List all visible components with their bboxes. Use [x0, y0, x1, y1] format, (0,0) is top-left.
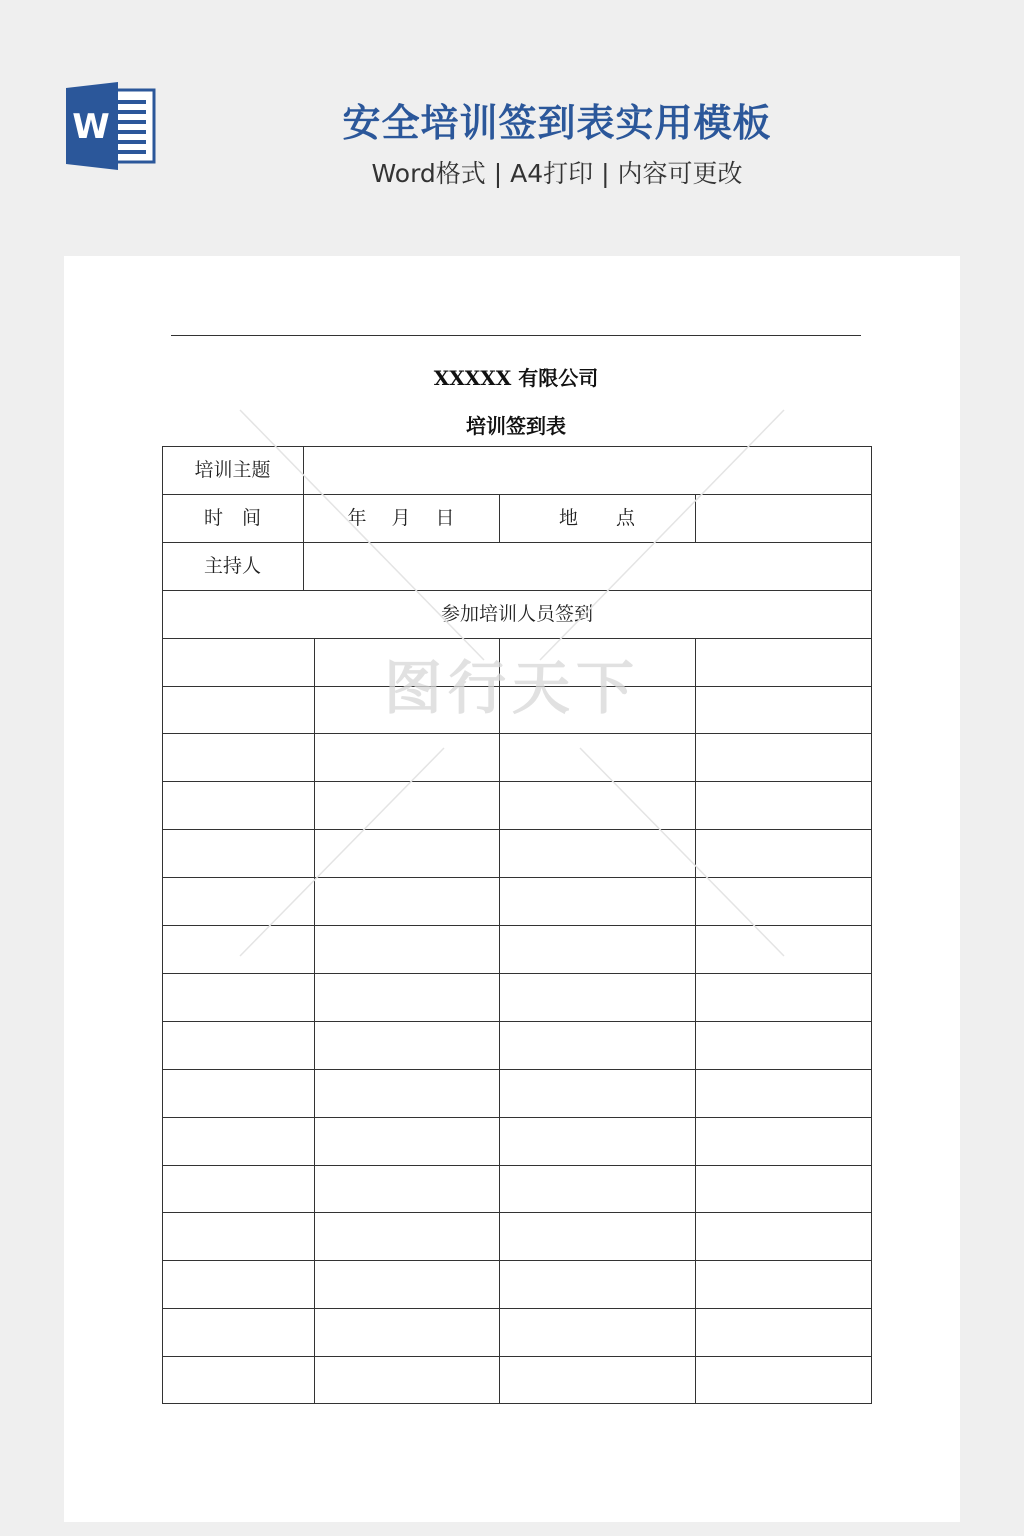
- header-rule: [171, 335, 861, 336]
- topic-label: 培训主题: [194, 459, 271, 481]
- word-logo-letter: W: [72, 107, 110, 147]
- location-label: 地 点: [558, 507, 635, 529]
- page-title: 安全培训签到表实用模板: [342, 101, 772, 145]
- document-page: [64, 256, 960, 1522]
- signin-header: 参加培训人员签到: [440, 603, 593, 625]
- host-value-cell[interactable]: [303, 542, 872, 590]
- location-value-cell[interactable]: [695, 494, 872, 542]
- time-label: 时 间: [203, 507, 261, 529]
- page-subtitle: Word格式 | A4打印 | 内容可更改: [371, 159, 743, 188]
- word-document-icon: [66, 82, 156, 170]
- form-title: 培训签到表: [466, 414, 566, 438]
- date-field[interactable]: 年 月 日: [347, 507, 455, 529]
- topic-value-cell[interactable]: [303, 446, 872, 494]
- watermark-text: 图行天下: [383, 654, 641, 722]
- company-name: XXXXX 有限公司: [433, 366, 599, 390]
- host-label: 主持人: [203, 555, 261, 577]
